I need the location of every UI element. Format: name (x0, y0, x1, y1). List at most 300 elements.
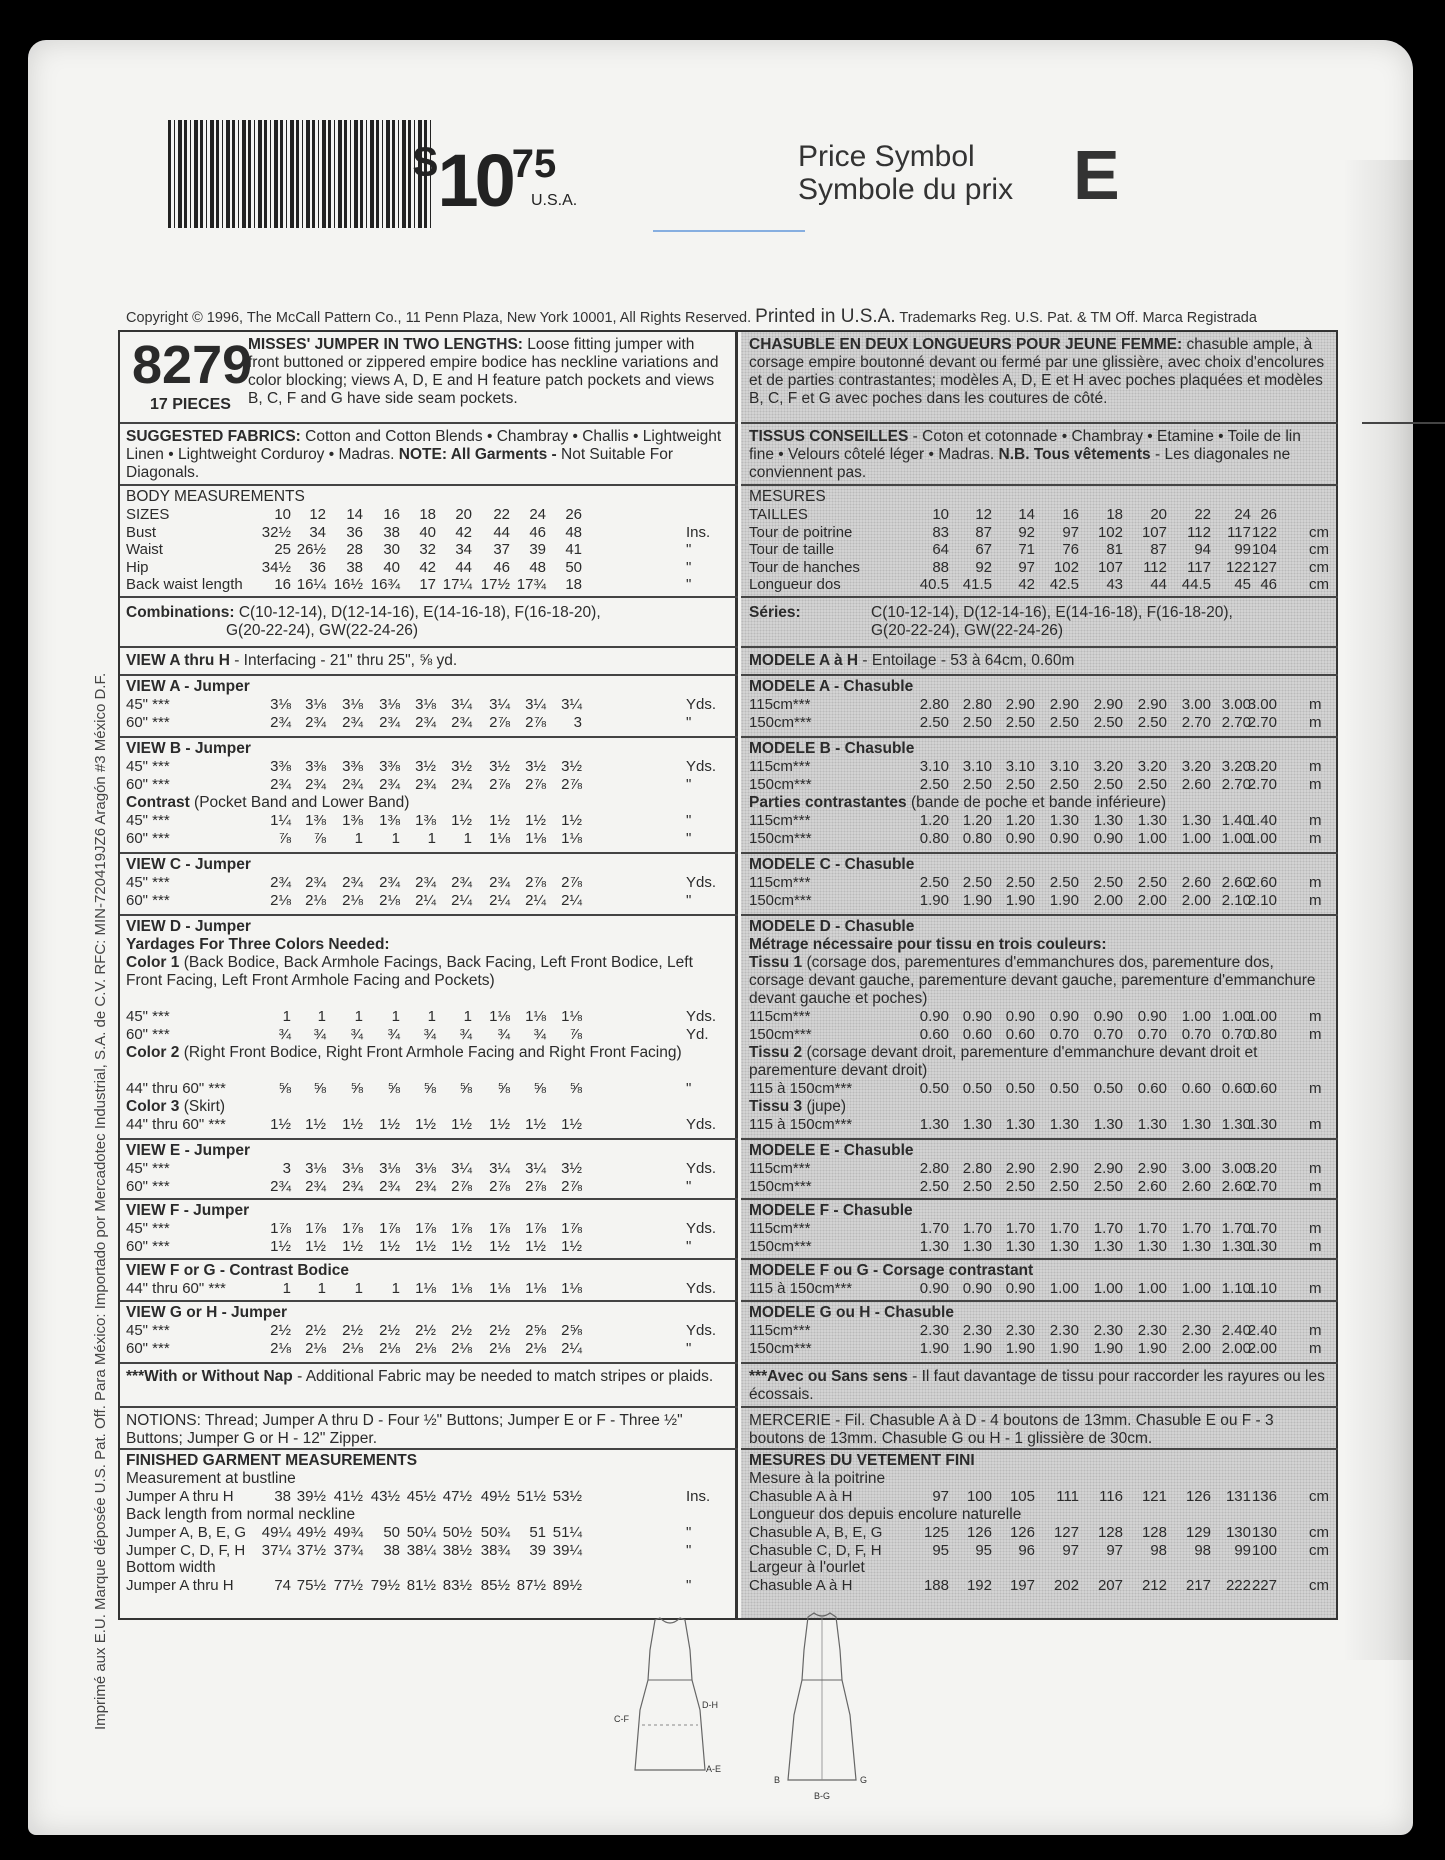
combinations (126, 604, 601, 622)
size-value: 2¾ (451, 713, 472, 731)
divider (741, 736, 1338, 738)
size-value: 38¼ (406, 1541, 436, 1559)
grid-row (749, 506, 1349, 524)
unit-label: " (686, 891, 692, 909)
grid-row (126, 758, 726, 776)
size-value: 0.60 (962, 1025, 992, 1043)
color3-body: (Skirt) (183, 1098, 226, 1115)
size-value: 2¼ (561, 891, 582, 909)
size-value: 92 (975, 558, 992, 576)
grid-row (126, 1524, 726, 1542)
size-value: 1 (317, 1008, 326, 1025)
unit-label: m (1309, 1237, 1322, 1255)
size-value: 1½ (489, 1116, 510, 1133)
divider (741, 1448, 1338, 1450)
size-value: 1.90 (1049, 1339, 1079, 1357)
size-value: 1.00 (1247, 1008, 1277, 1025)
unit-label: Ins. (686, 523, 711, 541)
size-value: 22 (493, 506, 510, 523)
divider (120, 1258, 738, 1260)
size-value: 2.30 (962, 1322, 992, 1339)
size-value: 3⅜ (379, 758, 400, 775)
size-value: 2.50 (1049, 713, 1079, 731)
size-value: ⅝ (497, 1080, 510, 1097)
grid-row (126, 576, 726, 594)
view-title: VIEW G or H - Jumper (126, 1304, 288, 1321)
grid-row (749, 1116, 1349, 1134)
size-value: 3½ (561, 1160, 582, 1177)
size-value: 2.50 (1093, 874, 1123, 891)
grid-row (749, 1220, 1349, 1238)
size-value: 41½ (333, 1488, 363, 1505)
unit-label: m (1309, 1116, 1322, 1133)
size-value: 98 (1194, 1541, 1211, 1559)
size-value: 34 (309, 523, 326, 541)
size-value: 2¾ (415, 874, 436, 891)
size-value: 37¾ (333, 1541, 363, 1559)
price-symbol-fr: Symbole du prix (798, 173, 1014, 206)
size-value: 2¾ (305, 713, 326, 731)
notions: NOTIONS: Thread; Jumper A thru D - Four ½" Buttons; Jumper E or F - Three ½" Buttons; Jumper G or H - 12" Zipper. (126, 1412, 683, 1447)
size-value: 2¼ (415, 891, 436, 909)
size-value: 197 (1009, 1577, 1035, 1594)
row-label: 150cm*** (749, 1237, 812, 1255)
size-value: 3¼ (525, 696, 546, 713)
size-value: 1½ (561, 812, 582, 829)
nap-title-fr: ***Avec ou Sans sens (749, 1368, 908, 1385)
modele-title: MODELE E - Chasuble (749, 1142, 914, 1159)
size-value: 1.70 (962, 1220, 992, 1237)
size-value: 1.00 (1181, 829, 1211, 847)
size-value: 38 (383, 1541, 400, 1559)
tissu2-desc (749, 1044, 1329, 1080)
size-value: 1½ (342, 1116, 363, 1133)
size-value: 2.50 (962, 775, 992, 793)
size-value: 2¾ (379, 713, 400, 731)
row-label: 60" *** (126, 1177, 170, 1195)
size-value: 2.50 (919, 874, 949, 891)
row-label: Back waist length (126, 576, 243, 593)
size-value: 1½ (415, 1116, 436, 1133)
size-value: 44 (1150, 576, 1167, 593)
size-value: 64 (932, 541, 949, 558)
measurement-grid (749, 696, 1349, 731)
size-value: 1.90 (919, 1339, 949, 1357)
row-label: Chasuble C, D, F, H (749, 1541, 882, 1559)
size-value: 32½ (261, 523, 291, 541)
contrast-body-fr: (bande de poche et bande inférieure) (910, 794, 1167, 811)
description-title: MISSES' JUMPER IN TWO LENGTHS: (248, 336, 523, 353)
size-value: 18 (1106, 506, 1123, 523)
fabrics-note: Not Suitable For Diagonals. (126, 446, 673, 481)
size-value: 1 (317, 1280, 326, 1297)
size-value: 2¾ (379, 775, 400, 793)
size-value: 2.60 (1181, 775, 1211, 793)
grid-row (749, 1008, 1349, 1026)
size-value: 2⅛ (270, 1339, 291, 1357)
size-value: 1 (354, 829, 363, 847)
unit-label: cm (1309, 1541, 1329, 1559)
size-value: 1½ (451, 1237, 472, 1255)
size-value: 95 (932, 1541, 949, 1559)
size-value: ⅞ (313, 829, 326, 847)
row-label: Tour de taille (749, 541, 835, 558)
divider (741, 596, 1338, 598)
size-value: 3.00 (1181, 1160, 1211, 1177)
size-value: 1.00 (1137, 829, 1167, 847)
size-value: 2.60 (1181, 874, 1211, 891)
size-value: 3¼ (489, 1160, 510, 1177)
size-value: 1.30 (919, 1116, 949, 1133)
size-value: 2½ (305, 1322, 326, 1339)
size-value: ¾ (350, 1025, 363, 1043)
size-value: 97 (932, 1488, 949, 1505)
row-label: 44" thru 60" *** (126, 1280, 226, 1297)
unit-label: " (686, 812, 692, 829)
size-value: 2¾ (342, 1177, 363, 1195)
size-value: 1½ (415, 1237, 436, 1255)
size-value: 39 (529, 541, 546, 558)
unit-label: m (1309, 891, 1322, 909)
size-value: 1.30 (1049, 812, 1079, 829)
size-value: 2¾ (415, 1177, 436, 1195)
grid-row (749, 758, 1349, 776)
finished-sub-fr: Longueur dos depuis encolure naturelle (749, 1506, 1022, 1523)
size-value: 1.90 (1137, 1339, 1167, 1357)
measurement-grid (126, 1008, 726, 1043)
size-value: 3⅛ (305, 696, 326, 713)
size-value: 74 (274, 1577, 291, 1594)
size-value: 39¼ (552, 1541, 582, 1559)
size-value: 1.30 (1049, 1116, 1079, 1133)
size-value: 1½ (561, 1116, 582, 1133)
size-value: 3.20 (1247, 758, 1277, 775)
size-value: 2⅛ (305, 1339, 326, 1357)
unit-label: " (686, 558, 692, 576)
size-value: 12 (309, 506, 326, 523)
size-value: 51 (529, 1524, 546, 1541)
size-value: 3½ (561, 758, 582, 775)
size-value: 0.70 (1049, 1025, 1079, 1043)
size-value: 30 (383, 541, 400, 558)
unit-label: cm (1309, 1524, 1329, 1541)
unit-label: cm (1309, 576, 1329, 593)
unit-label: " (686, 541, 692, 558)
measurement-grid (126, 1488, 726, 1506)
divider (741, 1362, 1338, 1364)
size-value: 0.90 (1137, 1008, 1167, 1025)
description-body: Loose fitting jumper with front buttoned or zippered empire bodice has neckline variations and color blocking; views A, D, E and H feature patch pockets and views B, C, F and G have side seam pockets. (248, 336, 719, 407)
size-value: 1⅜ (305, 812, 326, 829)
size-value: 14 (1018, 506, 1035, 523)
size-value: 1.90 (1093, 1339, 1123, 1357)
size-value: 2⅞ (525, 1177, 546, 1195)
size-value: 3⅛ (342, 696, 363, 713)
size-value: 2.00 (1093, 891, 1123, 909)
unit-label: m (1309, 1220, 1322, 1237)
fabrics-note-bold-fr: N.B. Tous vêtements (998, 446, 1151, 463)
size-value: 2¾ (305, 1177, 326, 1195)
size-value: 75½ (296, 1577, 326, 1594)
unit-label: cm (1309, 558, 1329, 576)
size-value: 126 (966, 1524, 992, 1541)
unit-label: " (686, 829, 692, 847)
size-value: 53½ (552, 1488, 582, 1505)
size-value: 3.20 (1093, 758, 1123, 775)
size-value: 37¼ (261, 1541, 291, 1559)
grid-row (749, 1080, 1349, 1098)
size-value: ⅞ (278, 829, 291, 847)
combinations-fr (749, 604, 801, 622)
measurement-grid (126, 1280, 726, 1298)
size-value: ⅝ (423, 1080, 436, 1097)
row-label: 44" thru 60" *** (126, 1116, 226, 1133)
grid-row (126, 1080, 726, 1098)
grid-row (126, 1577, 726, 1595)
size-value: 0.50 (1049, 1080, 1079, 1097)
piece-count: 17 PIECES (150, 396, 231, 413)
size-value: 0.90 (1093, 829, 1123, 847)
size-value: 107 (1141, 523, 1167, 541)
front-view-sketch (610, 1610, 730, 1790)
grid-row (126, 714, 726, 732)
grid-row (126, 1542, 726, 1560)
measurement-grid (749, 1488, 1349, 1506)
measurement-grid (749, 1577, 1349, 1595)
tissu2-title: Tissu 2 (749, 1044, 803, 1061)
size-value: 46 (1260, 576, 1277, 593)
measurement-grid (749, 1116, 1349, 1134)
size-value: 3.10 (919, 758, 949, 775)
mercerie: MERCERIE - Fil. Chasuble A à D - 4 boutons de 13mm. Chasuble E ou F - 3 boutons de 13mm. Chasuble G ou H - 1 glissière de 30cm. (749, 1412, 1274, 1447)
size-value: 1⅛ (525, 1008, 546, 1025)
combinations-line2-fr: G(20-22-24), GW(22-24-26) (871, 622, 1064, 639)
unit-label: " (686, 1541, 692, 1559)
size-value: 81½ (406, 1577, 436, 1594)
contrast-title: Contrast (126, 794, 190, 811)
size-value: 45 (1234, 576, 1251, 593)
row-label: 115cm*** (749, 696, 811, 713)
unit-label: " (686, 775, 692, 793)
size-value: 2.30 (1181, 1322, 1211, 1339)
size-value: 76 (1062, 541, 1079, 558)
size-value: 2.40 (1247, 1322, 1277, 1339)
unit-label: " (686, 1577, 692, 1594)
size-value: 1.90 (919, 891, 949, 909)
measurement-grid (749, 1008, 1349, 1043)
size-value: 2.50 (1137, 713, 1167, 731)
divider (741, 1406, 1338, 1408)
price-symbol-letter: E (1073, 136, 1120, 214)
size-value: 77½ (333, 1577, 363, 1594)
size-value: 49½ (296, 1524, 326, 1541)
size-value: 2.50 (1049, 775, 1079, 793)
row-label: Waist (126, 541, 163, 558)
size-value: 48 (565, 523, 582, 541)
size-value: 2.70 (1247, 1177, 1277, 1195)
size-value: 2¾ (270, 874, 291, 891)
size-value: 14 (346, 506, 363, 523)
size-value: 0.60 (1247, 1080, 1277, 1097)
interfacing-body: - Interfacing - 21" thru 25", ⅝ yd. (234, 652, 458, 669)
divider (741, 1198, 1338, 1200)
size-value: 126 (1009, 1524, 1035, 1541)
unit-label: m (1309, 775, 1322, 793)
size-value: 18 (565, 576, 582, 593)
description-title-fr: CHASUBLE EN DEUX LONGUEURS POUR JEUNE FEMME: (749, 336, 1183, 353)
size-value: 122 (1251, 523, 1277, 541)
size-value: 1⅛ (561, 1280, 582, 1297)
size-value: 2.50 (962, 874, 992, 891)
size-value: 18 (419, 506, 436, 523)
size-value: 40.5 (919, 576, 949, 593)
size-value: 2¼ (561, 1339, 582, 1357)
grid-row (126, 1008, 726, 1026)
unit-label: Yd. (686, 1025, 709, 1043)
interfacing-title-fr: MODELE A à H (749, 652, 859, 669)
copyright-line (126, 306, 1257, 328)
size-value: 41.5 (962, 576, 992, 593)
grid-row (126, 1178, 726, 1196)
size-value: 1.90 (1005, 1339, 1035, 1357)
grid-row (126, 1322, 726, 1340)
size-value: 2.00 (1247, 1339, 1277, 1357)
row-label: 60" *** (126, 1339, 170, 1357)
size-value: 51½ (516, 1488, 546, 1505)
size-value: 1.00 (1049, 1280, 1079, 1297)
size-value: 89½ (552, 1577, 582, 1594)
size-value: 2.90 (1093, 1160, 1123, 1177)
grid-row (126, 506, 726, 524)
size-value: 2.50 (962, 1177, 992, 1195)
size-value: 50¾ (480, 1524, 510, 1541)
divider (120, 852, 738, 854)
body-measurements-title-fr: MESURES (749, 488, 826, 505)
size-value: 1 (463, 1008, 472, 1025)
grid-row (749, 1178, 1349, 1196)
size-value: 22 (1194, 506, 1211, 523)
size-value: 2.90 (1005, 1160, 1035, 1177)
size-value: 39 (529, 1541, 546, 1559)
divider (120, 484, 738, 486)
unit-label: m (1309, 1322, 1322, 1339)
size-value: 2¾ (451, 775, 472, 793)
size-value: 50 (383, 1524, 400, 1541)
size-value: 87 (975, 523, 992, 541)
size-value: 95 (975, 1541, 992, 1559)
unit-label: m (1309, 1280, 1322, 1297)
size-value: 17¾ (516, 576, 546, 593)
price-dollar: $ (413, 138, 438, 187)
grid-row (749, 1280, 1349, 1298)
size-value: 1½ (525, 1237, 546, 1255)
size-value: 2.70 (1247, 775, 1277, 793)
size-value: 2¼ (451, 891, 472, 909)
size-value: 3⅜ (342, 758, 363, 775)
size-value: 2.70 (1221, 775, 1251, 793)
row-label: TAILLES (749, 506, 808, 523)
grid-row (126, 1488, 726, 1506)
row-label: Jumper A thru H (126, 1488, 234, 1505)
size-value: 1.70 (919, 1220, 949, 1237)
size-value: 3 (282, 1160, 291, 1177)
fabrics-note-bold: NOTE: All Garments - (398, 446, 557, 463)
grid-row (126, 1238, 726, 1256)
size-value: 2.50 (1005, 713, 1035, 731)
divider (120, 422, 738, 424)
size-value: 1¼ (270, 812, 291, 829)
view-title: VIEW B - Jumper (126, 740, 251, 757)
size-value: 49½ (480, 1488, 510, 1505)
divider (741, 422, 1338, 424)
suggested-fabrics-fr (749, 428, 1329, 482)
unit-label: m (1309, 829, 1322, 847)
size-value: 0.90 (919, 1008, 949, 1025)
fabrics-note-fr: - Les diagonales ne conviennent pas. (749, 446, 1291, 481)
printed-in: Printed in U.S.A. (755, 306, 896, 327)
size-value: 16½ (333, 576, 363, 593)
size-value: ¾ (313, 1025, 326, 1043)
size-value: 1⅞ (342, 1220, 363, 1237)
modele-title: MODELE G ou H - Chasuble (749, 1304, 954, 1321)
unit-label: Yds. (686, 1116, 717, 1133)
grid-row (749, 1160, 1349, 1178)
size-value: 1 (463, 829, 472, 847)
size-value: 104 (1251, 541, 1277, 558)
divider (741, 674, 1338, 676)
size-value: 1½ (305, 1116, 326, 1133)
size-value: 1⅞ (561, 1220, 582, 1237)
size-value: 3¼ (525, 1160, 546, 1177)
size-value: 2.50 (1093, 775, 1123, 793)
grid-row (749, 524, 1349, 542)
size-value: 130 (1225, 1524, 1251, 1541)
row-label: 115cm*** (749, 1160, 811, 1177)
size-value: 0.90 (1005, 1280, 1035, 1297)
grid-row (126, 1220, 726, 1238)
pattern-number: 8279 (132, 335, 253, 395)
size-value: 49¼ (261, 1524, 291, 1541)
size-value: 3½ (415, 758, 436, 775)
size-value: 1½ (525, 812, 546, 829)
unit-label: Yds. (686, 1280, 717, 1297)
row-label: 150cm*** (749, 775, 812, 793)
size-value: 1.90 (1005, 891, 1035, 909)
grid-row (749, 696, 1349, 714)
size-value: 50¼ (406, 1524, 436, 1541)
size-value: 0.90 (1049, 829, 1079, 847)
size-value: 2½ (270, 1322, 291, 1339)
interfacing (126, 652, 457, 670)
size-value: 38 (274, 1488, 291, 1505)
measurement-grid (126, 506, 726, 594)
size-value: 2.00 (1137, 891, 1167, 909)
divider (120, 736, 738, 738)
contrast-line-fr (749, 794, 1166, 812)
size-value: 1⅞ (525, 1220, 546, 1237)
tissu2-body: (corsage devant droit, parementure d'emmanchure devant droit et parementure devant droit) (749, 1044, 1258, 1079)
size-value: 43½ (370, 1488, 400, 1505)
color3-desc (126, 1098, 225, 1116)
size-value: 43 (1106, 576, 1123, 593)
row-label: Tour de hanches (749, 558, 860, 576)
unit-label: Yds. (686, 1322, 717, 1339)
size-value: 2¾ (379, 874, 400, 891)
combinations-line1: C(10-12-14), D(12-14-16), E(14-16-18), F(16-18-20), (238, 604, 601, 621)
unit-label: m (1309, 1025, 1322, 1043)
size-value: 1⅛ (489, 1008, 510, 1025)
size-value: 1.30 (1181, 1237, 1211, 1255)
